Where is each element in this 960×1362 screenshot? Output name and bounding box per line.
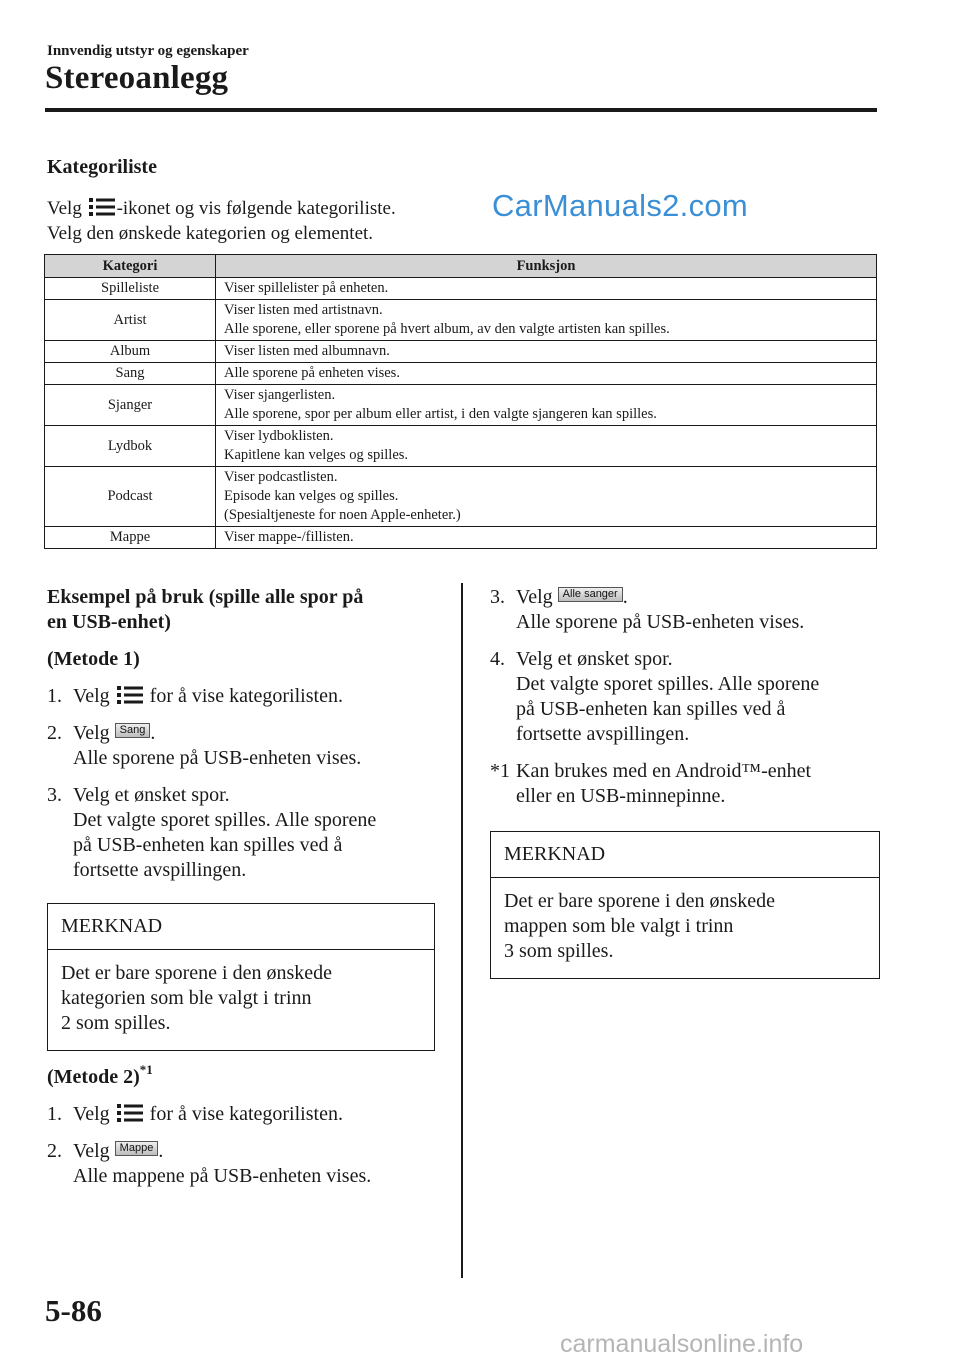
table-row	[45, 426, 877, 467]
page-title: Stereoanlegg	[45, 60, 229, 96]
table-row	[45, 385, 877, 426]
method1-step1: 1. Velg for å vise kategorilisten.	[47, 685, 343, 707]
table-header-row	[45, 255, 877, 278]
table-header-funksjon: Funksjon	[216, 255, 877, 278]
method2-step4: 4. Velg et ønsket spor. Det valgte sporet spilles. Alle sporene på USB-enheten kan spilles ved å fortsette avspillingen.	[490, 648, 820, 745]
section-label: Innvendig utstyr og egenskaper	[47, 43, 249, 59]
table-cell-funksjon: Viser lydboklisten. Kapitlene kan velges og spilles.	[216, 426, 877, 467]
site-watermark: carmanualsonline.info	[560, 1330, 804, 1358]
table-cell-kategori: Spilleliste	[45, 278, 216, 300]
table-row	[45, 278, 877, 300]
right-column	[490, 585, 880, 979]
intro-text: Velg -ikonet og vis følgende kategoriliste. Velg den ønskede kategorien og elementet.	[47, 198, 396, 244]
table-cell-kategori: Mappe	[45, 527, 216, 549]
table-cell-funksjon: Viser listen med albumnavn.	[216, 341, 877, 363]
table-row	[45, 467, 877, 527]
column-divider	[461, 583, 463, 1278]
table-row	[45, 300, 877, 341]
table-cell-kategori: Lydbok	[45, 426, 216, 467]
table-cell-funksjon: Viser sjangerlisten. Alle sporene, spor per album eller artist, i den valgte sjangeren kan spilles.	[216, 385, 877, 426]
table-row	[45, 341, 877, 363]
method2-step2: 2. Velg Mappe . Alle mappene på USB-enheten vises.	[47, 1140, 372, 1187]
category-table	[44, 254, 877, 549]
table-row	[45, 527, 877, 549]
note-heading: MERKNAD	[491, 832, 879, 878]
note-body: Det er bare sporene i den ønskede kategorien som ble valgt i trinn 2 som spilles.	[61, 962, 332, 1034]
page-number: 5-86	[45, 1293, 102, 1328]
sang-button[interactable]: Sang	[115, 723, 151, 738]
table-cell-kategori: Podcast	[45, 467, 216, 527]
table-cell-kategori: Album	[45, 341, 216, 363]
table-cell-kategori: Sjanger	[45, 385, 216, 426]
table-cell-funksjon: Viser spillelister på enheten.	[216, 278, 877, 300]
table-cell-funksjon: Viser podcastlisten. Episode kan velges og spilles. (Spesialtjeneste for noen Apple-enheter.)	[216, 467, 877, 527]
table-row	[45, 363, 877, 385]
method2-heading: (Metode 2)$^{*1}$	[47, 1062, 153, 1088]
method2-step1: 1. Velg for å vise kategorilisten.	[47, 1103, 343, 1125]
table-cell-funksjon: Viser mappe-/fillisten.	[216, 527, 877, 549]
table-header-kategori: Kategori	[45, 255, 216, 278]
alle-sanger-button[interactable]: Alle sanger	[558, 587, 623, 602]
method1-step2: 2. Velg Sang . Alle sporene på USB-enheten vises.	[47, 722, 362, 769]
watermark-logo: CarManuals2.com	[492, 188, 749, 223]
footnote: *1 Kan brukes med en Android™-enhet eller en USB-minnepinne.	[490, 760, 812, 807]
mappe-button[interactable]: Mappe	[115, 1141, 159, 1156]
table-cell-kategori: Sang	[45, 363, 216, 385]
left-column	[47, 585, 435, 1189]
note-body: Det er bare sporene i den ønskede mappen som ble valgt i trinn 3 som spilles.	[504, 890, 775, 962]
method1-step3: 3. Velg et ønsket spor. Det valgte sporet spilles. Alle sporene på USB-enheten kan spilles ved å fortsette avspillingen.	[47, 784, 377, 881]
note-box	[47, 903, 435, 1051]
table-cell-kategori: Artist	[45, 300, 216, 341]
list-icon	[117, 1103, 143, 1123]
example-heading: Eksempel på bruk (spille alle spor på en USB-enhet)	[47, 586, 364, 633]
list-icon	[89, 197, 115, 217]
note-heading: MERKNAD	[48, 904, 434, 950]
table-cell-funksjon: Alle sporene på enheten vises.	[216, 363, 877, 385]
note-box	[490, 831, 880, 979]
category-list-heading: Kategoriliste	[47, 156, 157, 178]
title-rule	[45, 108, 877, 112]
method1-heading: (Metode 1)	[47, 648, 140, 670]
list-icon	[117, 685, 143, 705]
method2-step3: 3. Velg Alle sanger . Alle sporene på USB-enheten vises.	[490, 586, 805, 633]
table-cell-funksjon: Viser listen med artistnavn. Alle sporene, eller sporene på hvert album, av den valgte artisten kan spilles.	[216, 300, 877, 341]
